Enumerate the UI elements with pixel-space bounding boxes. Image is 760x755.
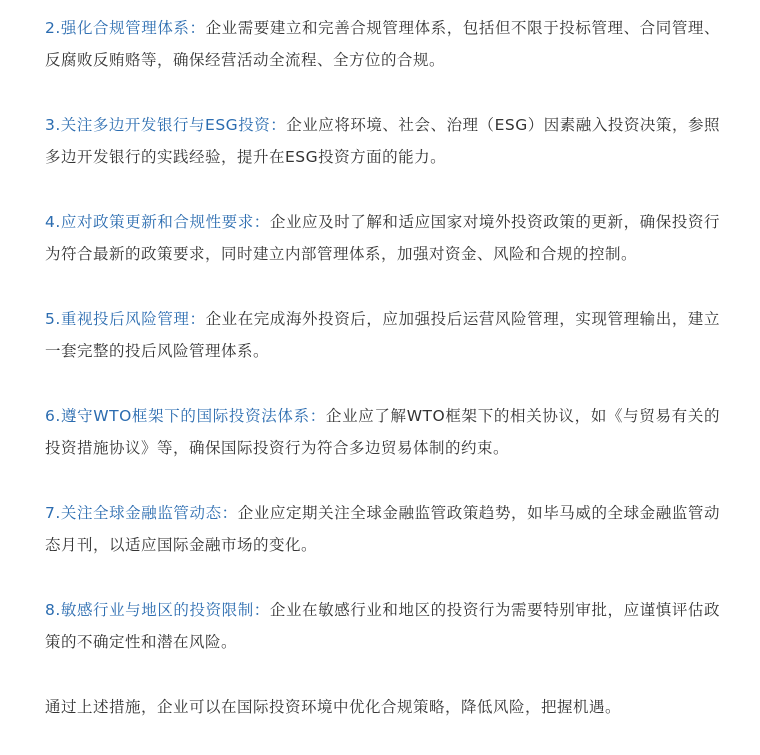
item-title: 5.重视投后风险管理：: [45, 310, 206, 328]
conclusion-text: 通过上述措施，企业可以在国际投资环境中优化合规策略，降低风险，把握机遇。: [45, 698, 622, 716]
item-title: 8.敏感行业与地区的投资限制：: [45, 601, 270, 619]
item-title: 3.关注多边开发银行与ESG投资：: [45, 116, 287, 134]
item-title: 4.应对政策更新和合规性要求：: [45, 213, 270, 231]
item-title: 6.遵守WTO框架下的国际投资法体系：: [45, 407, 326, 425]
item-body: 企业需要建立和完善合规管理体系，包括但不限于投标管理、合同管理、反腐败反贿赂等，确保经营活动全流程、全方位的合规。: [45, 19, 720, 69]
list-item: [45, 12, 720, 76]
item-body: 企业应了解WTO框架下的相关协议，如《与贸易有关的投资措施协议》等，确保国际投资行为符合多边贸易体制的约束。: [45, 407, 720, 457]
item-body: 企业在完成海外投资后，应加强投后运营风险管理，实现管理输出，建立一套完整的投后风险管理体系。: [45, 310, 720, 360]
item-title: 2.强化合规管理体系：: [45, 19, 206, 37]
list-item: [45, 594, 720, 658]
list-item: [45, 303, 720, 367]
item-body: 企业应将环境、社会、治理（ESG）因素融入投资决策，参照多边开发银行的实践经验，提升在ESG投资方面的能力。: [45, 116, 720, 166]
item-body: 企业应定期关注全球金融监管政策趋势，如毕马威的全球金融监管动态月刊，以适应国际金融市场的变化。: [45, 504, 720, 554]
list-item: [45, 206, 720, 270]
item-body: 企业在敏感行业和地区的投资行为需要特别审批，应谨慎评估政策的不确定性和潜在风险。: [45, 601, 720, 651]
item-body: 企业应及时了解和适应国家对境外投资政策的更新，确保投资行为符合最新的政策要求，同时建立内部管理体系，加强对资金、风险和合规的控制。: [45, 213, 720, 263]
item-title: 7.关注全球金融监管动态：: [45, 504, 238, 522]
list-item: [45, 400, 720, 464]
list-item: [45, 109, 720, 173]
list-item: [45, 497, 720, 561]
